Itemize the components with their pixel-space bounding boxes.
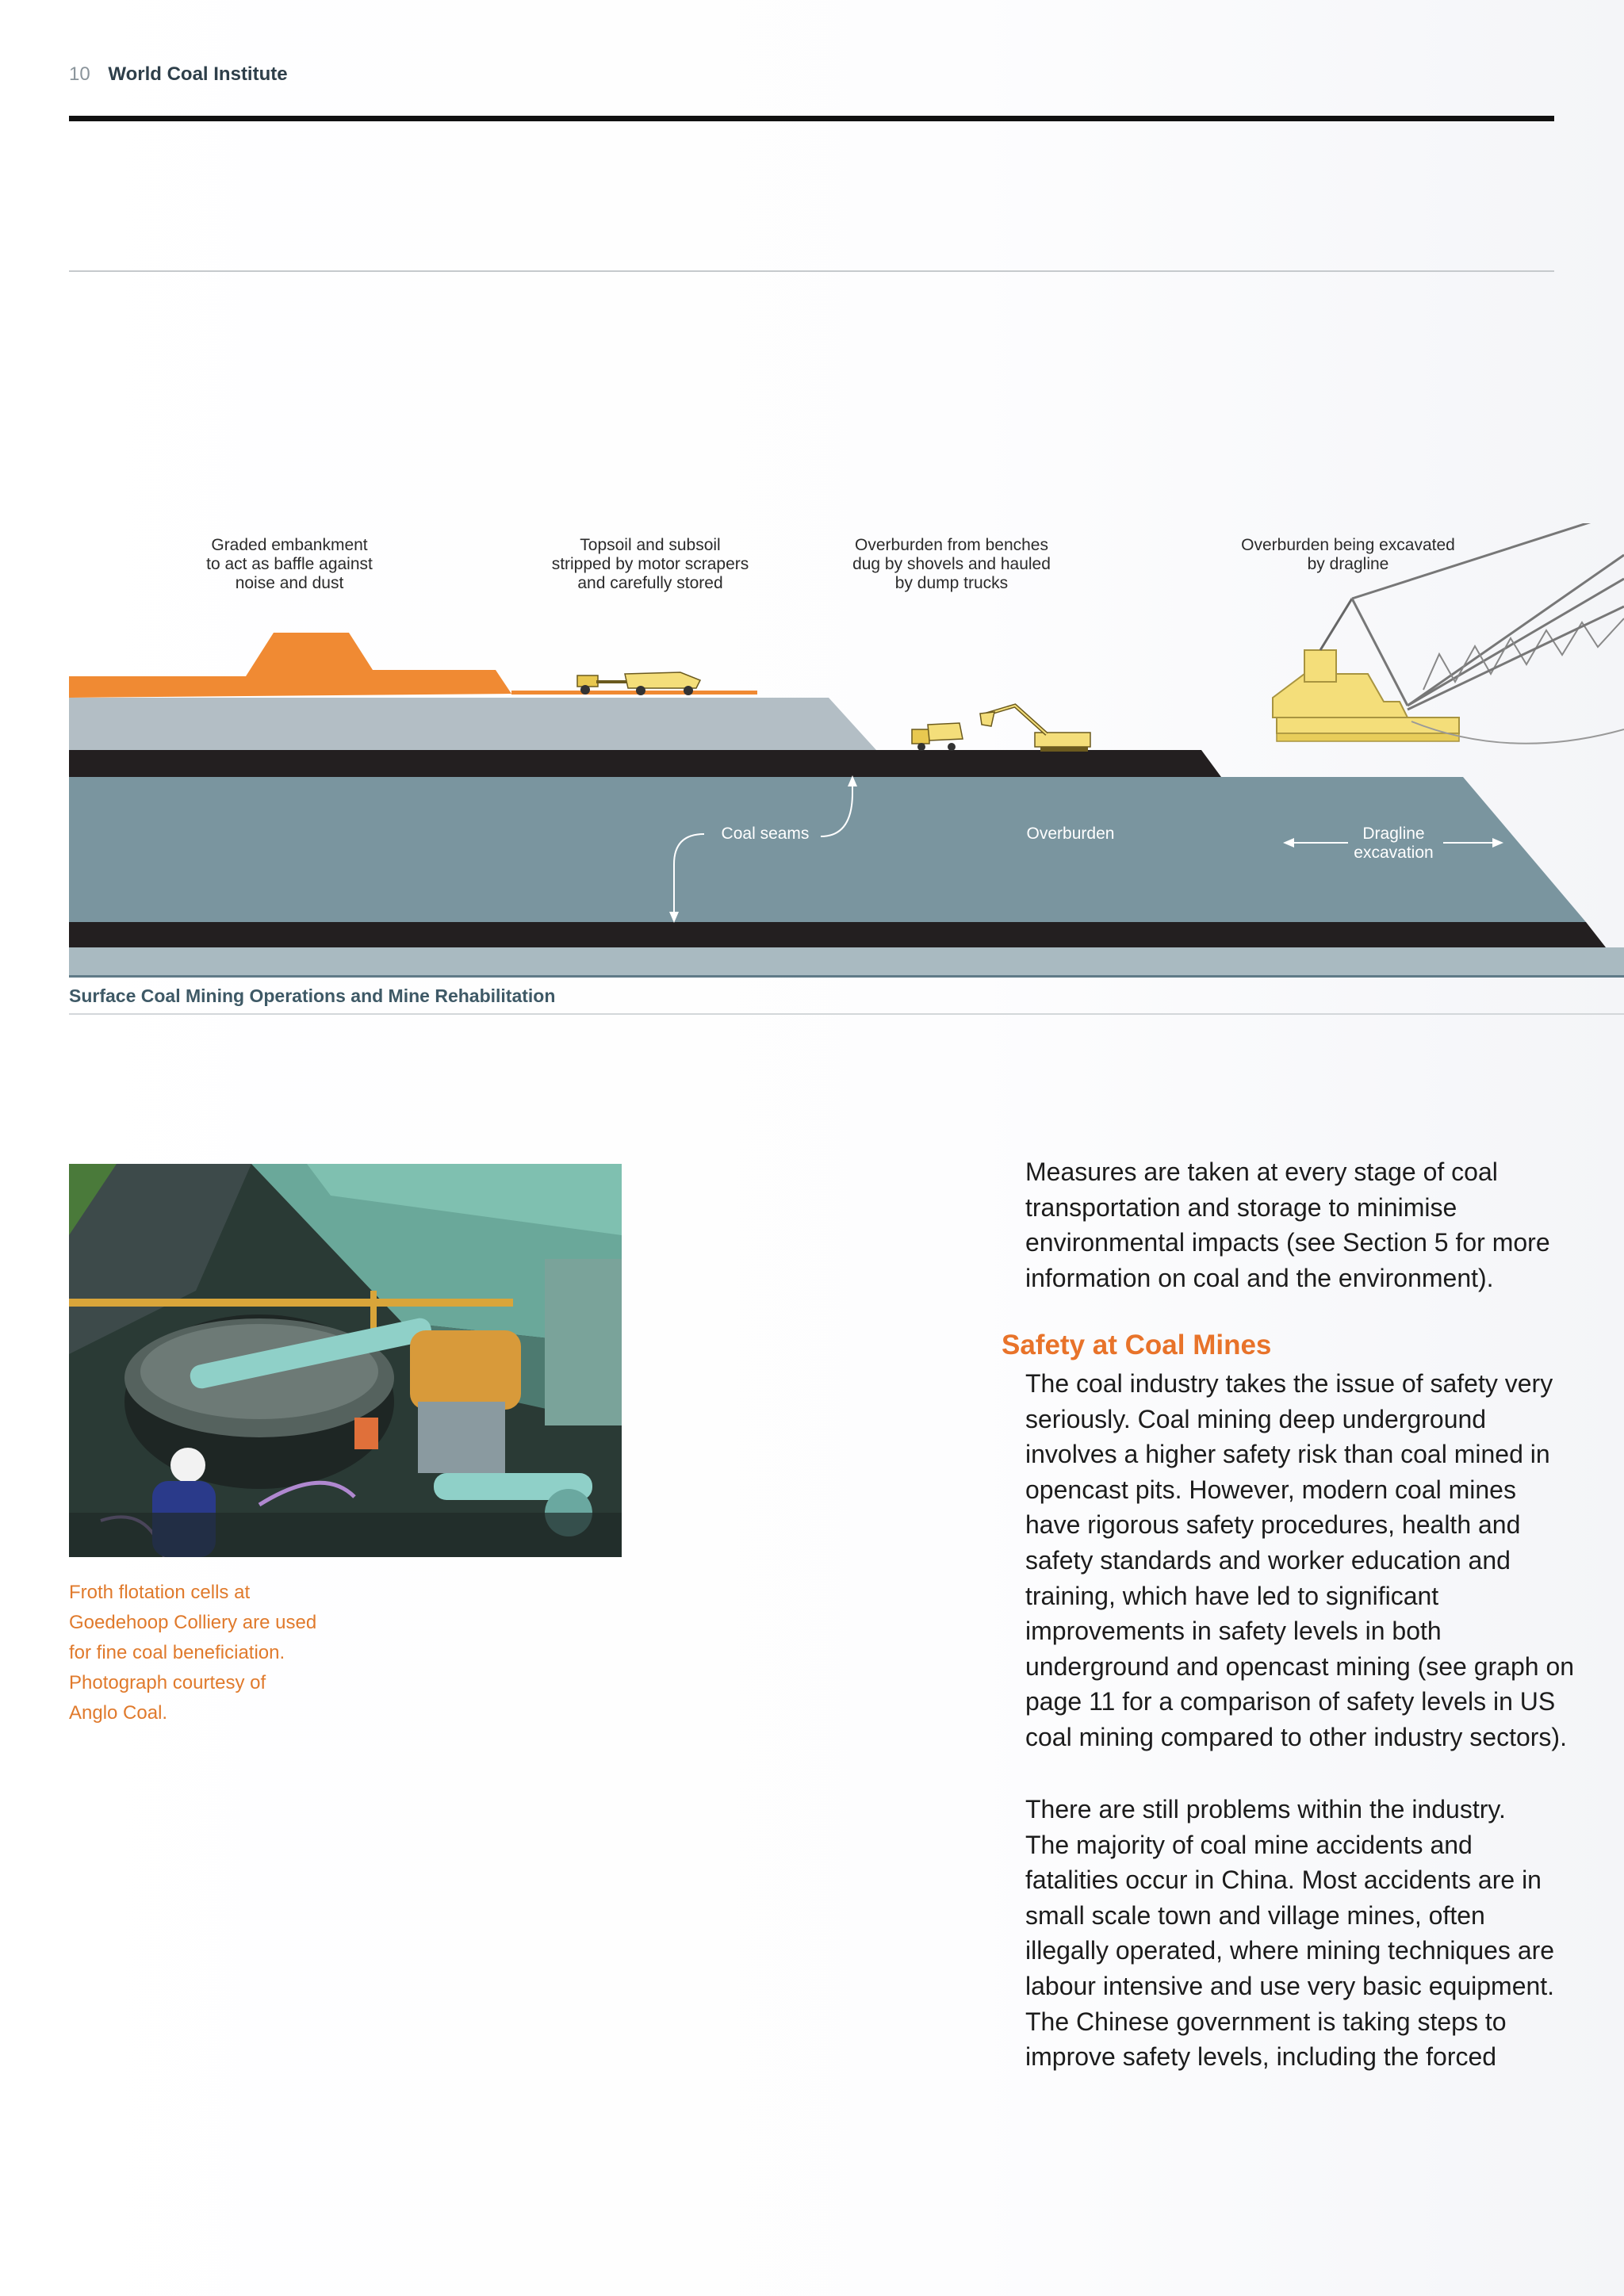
caption-rule-bottom bbox=[69, 1013, 1624, 1015]
rehabilitated-surface bbox=[69, 698, 876, 750]
surface-mining-diagram bbox=[0, 523, 1624, 983]
article-paragraph-3: There are still problems within the industry. The majority of coal mine accidents and fatalities occur in China. Most accidents are in small scale town and village mines, often illegally operated, where mining techniques are labour intensive and use very basic equipment. The Chinese government is taking steps to improve safety levels, including the forced bbox=[1025, 1795, 1555, 2072]
diagram-caption: Surface Coal Mining Operations and Mine Rehabilitation bbox=[69, 985, 556, 1006]
upper-coal-seam bbox=[69, 750, 1221, 777]
article-paragraph-2: The coal industry takes the issue of safety very seriously. Coal mining deep underground involves a higher safety risk than coal mined in opencast pits. However, modern coal mines have rigorous safety procedures, health and safety standards and worker education and training, which have led to significant improvements in safety levels in both underground and opencast mining (see graph on page 11 for a comparison of safety levels in US coal mining compared to other industry sectors). bbox=[1025, 1369, 1575, 1751]
label-dragline-excavated: Overburden being excavated by dragline bbox=[1241, 536, 1455, 573]
label-coal-seams: Coal seams bbox=[721, 825, 810, 843]
photo-illustration bbox=[69, 1164, 622, 1557]
section-heading: Safety at Coal Mines bbox=[1002, 1330, 1272, 1360]
article-paragraph-1: Measures are taken at every stage of coal transportation and storage to minimise environmental impacts (see Section 5 for more information on coal and the environment). bbox=[1025, 1158, 1550, 1292]
label-overburden: Overburden bbox=[1026, 825, 1115, 843]
label-benches: Overburden from benches dug by shovels and hauled by dump trucks bbox=[852, 536, 1051, 592]
page-number: 10 bbox=[69, 63, 90, 85]
page-header bbox=[69, 63, 288, 86]
section-rule bbox=[69, 270, 1554, 272]
bedrock-band bbox=[69, 947, 1624, 975]
graded-embankment bbox=[69, 633, 511, 698]
shovel-excavator bbox=[980, 706, 1090, 752]
dump-truck bbox=[912, 723, 963, 751]
label-dragline-excavation: Dragline excavation bbox=[1354, 825, 1434, 862]
caption-rule-top bbox=[69, 975, 1624, 978]
organization-name: World Coal Institute bbox=[108, 63, 288, 85]
froth-flotation-photo bbox=[69, 1164, 622, 1557]
topsoil-strip bbox=[511, 691, 757, 695]
label-topsoil: Topsoil and subsoil stripped by motor scrapers and carefully stored bbox=[551, 536, 749, 592]
header-rule bbox=[69, 116, 1554, 121]
photo-caption: Froth flotation cells at Goedehoop Colliery are used for fine coal beneficiation. Photograph courtesy of Anglo Coal. bbox=[69, 1582, 317, 1724]
label-embankment: Graded embankment to act as baffle against noise and dust bbox=[206, 536, 373, 592]
lower-coal-seam bbox=[69, 922, 1606, 947]
